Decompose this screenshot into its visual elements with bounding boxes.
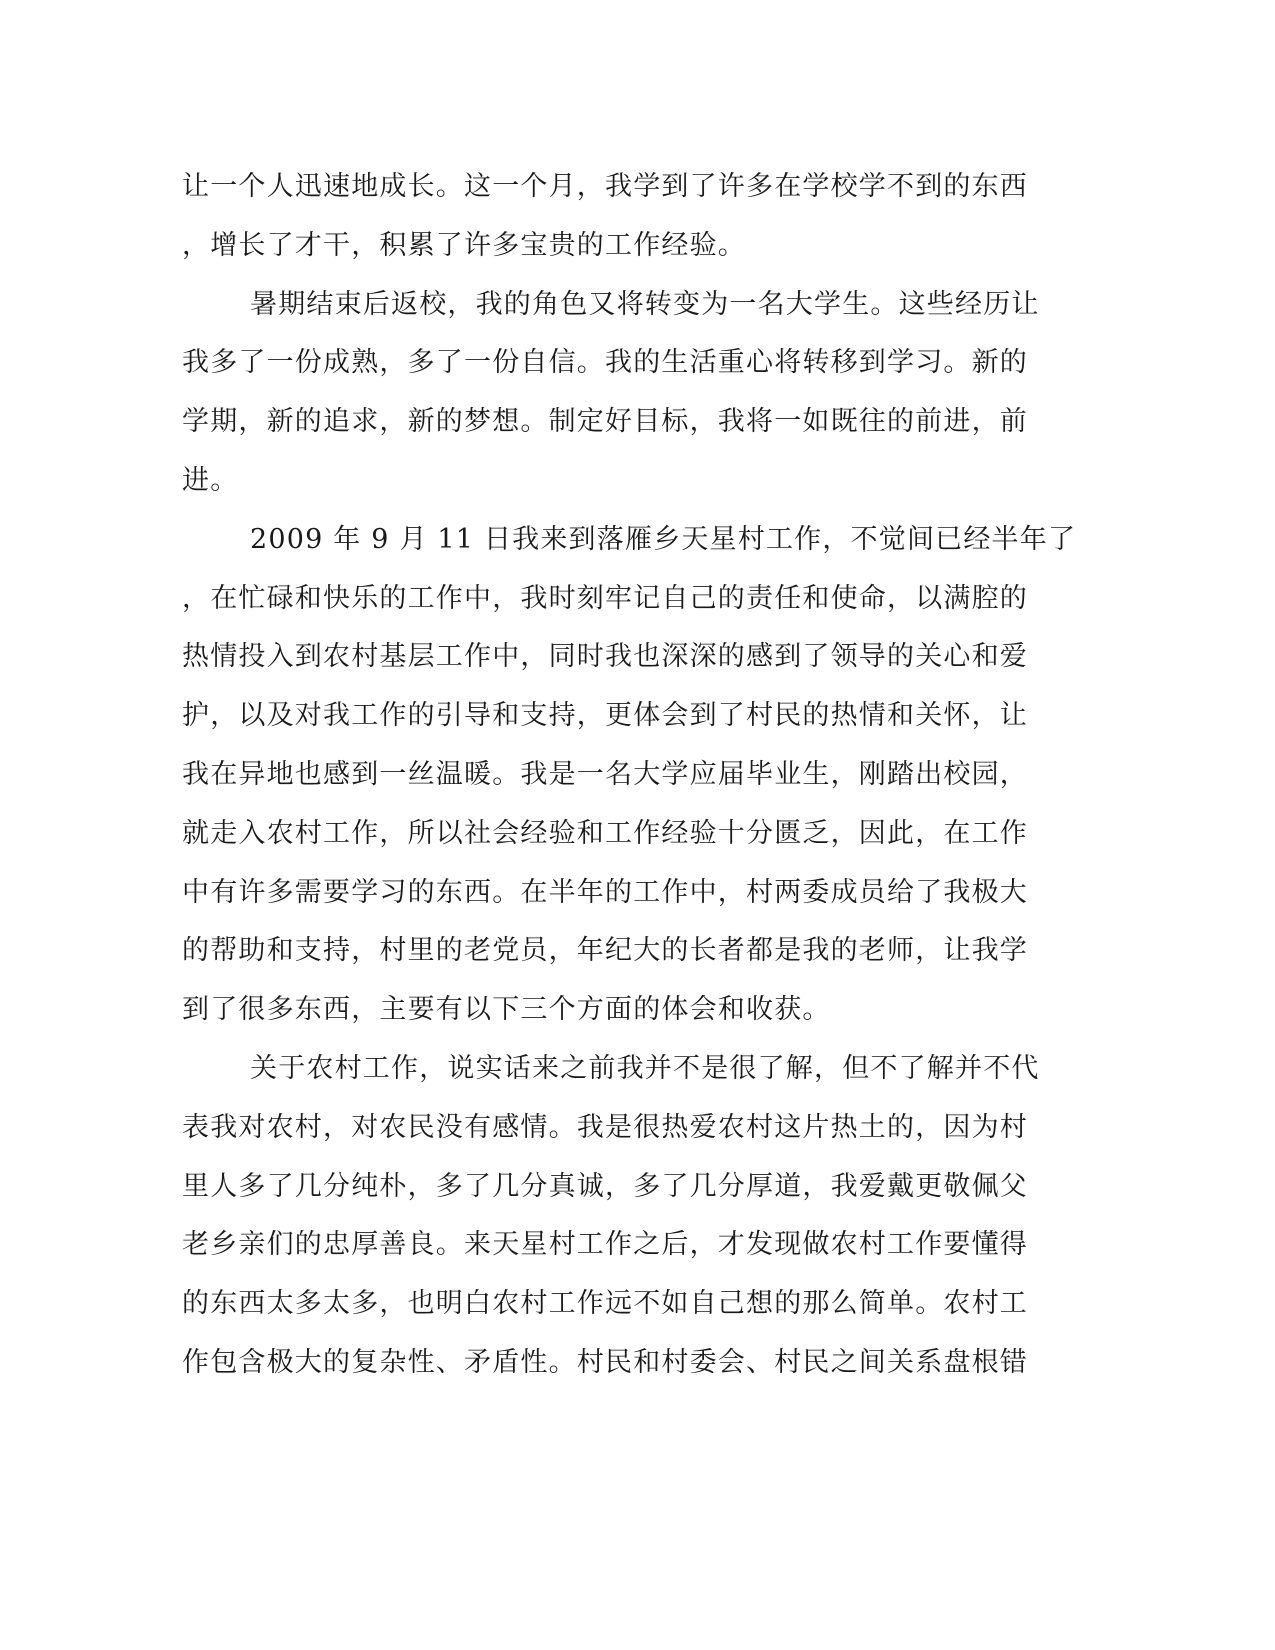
text-line: 老乡亲们的忠厚善良。来天星村工作之后，才发现做农村工作要懂得 — [182, 1229, 1028, 1261]
text-line: 我在异地也感到一丝温暖。我是一名大学应届毕业生，刚踏出校园， — [182, 758, 1028, 790]
text-line: ，增长了才干，积累了许多宝贵的工作经验。 — [182, 229, 746, 261]
text-line: 里人多了几分纯朴，多了几分真诚，多了几分厚道，我爱戴更敬佩父 — [182, 1170, 1028, 1202]
text-line: 2009 年 9 月 11 日我来到落雁乡天星村工作，不觉间已经半年了 — [250, 523, 1077, 555]
text-line: 我多了一份成熟，多了一份自信。我的生活重心将转移到学习。新的 — [182, 347, 1028, 379]
text-line: 作包含极大的复杂性、矛盾性。村民和村委会、村民之间关系盘根错 — [182, 1346, 1028, 1378]
text-line: 中有许多需要学习的东西。在半年的工作中，村两委成员给了我极大 — [182, 876, 1028, 908]
body-text — [182, 158, 1077, 1393]
text-line: 护，以及对我工作的引导和支持，更体会到了村民的热情和关怀，让 — [182, 700, 1028, 732]
text-line: 的帮助和支持，村里的老党员，年纪大的长者都是我的老师，让我学 — [182, 935, 1028, 967]
text-line: 的东西太多太多，也明白农村工作远不如自己想的那么简单。农村工 — [182, 1288, 1028, 1320]
text-line: ，在忙碌和快乐的工作中，我时刻牢记自己的责任和使命，以满腔的 — [182, 582, 1028, 614]
text-line: 暑期结束后返校，我的角色又将转变为一名大学生。这些经历让 — [250, 288, 1040, 320]
text-line: 学期，新的追求，新的梦想。制定好目标，我将一如既往的前进，前 — [182, 406, 1028, 438]
text-line: 让一个人迅速地成长。这一个月，我学到了许多在学校学不到的东西 — [182, 171, 1028, 202]
text-line: 表我对农村，对农民没有感情。我是很热爱农村这片热土的，因为村 — [182, 1111, 1028, 1143]
text-line: 关于农村工作，说实话来之前我并不是很了解，但不了解并不代 — [250, 1052, 1040, 1084]
text-line: 热情投入到农村基层工作中，同时我也深深的感到了领导的关心和爱 — [182, 641, 1028, 673]
text-line: 就走入农村工作，所以社会经验和工作经验十分匮乏，因此，在工作 — [182, 817, 1028, 849]
text-line: 到了很多东西，主要有以下三个方面的体会和收获。 — [182, 994, 831, 1026]
text-line: 进。 — [182, 464, 239, 496]
